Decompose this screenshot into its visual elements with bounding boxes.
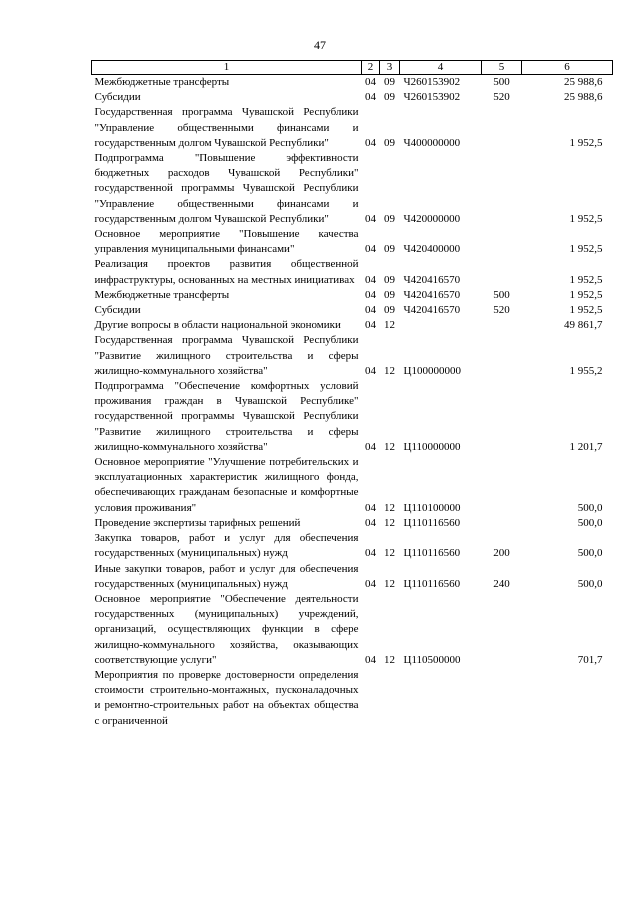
row-expense-type: 240 — [493, 577, 510, 590]
table-row — [92, 562, 613, 592]
row-name: Проведение экспертизы тарифных решений — [94, 516, 301, 529]
row-expense-type — [482, 257, 522, 287]
row-target-code: Ч420400000 — [403, 243, 461, 256]
row-expense-type — [482, 333, 522, 379]
row-section: 04 — [365, 91, 376, 104]
row-target-code — [400, 318, 482, 333]
row-target-code: Ч420416570 — [403, 288, 461, 301]
page-number: 47 — [314, 38, 326, 52]
row-amount: 500,0 — [577, 547, 603, 560]
header-cell: 4 — [400, 61, 482, 75]
row-subsection: 12 — [384, 319, 395, 332]
row-target-code: Ч260153902 — [403, 91, 461, 104]
row-target-code: Ч420416570 — [403, 304, 461, 317]
row-expense-type — [482, 227, 522, 257]
row-expense-type — [482, 516, 522, 531]
row-amount: 25 988,6 — [564, 91, 603, 104]
row-target-code: Ц110000000 — [403, 440, 461, 453]
row-expense-type: 500 — [493, 288, 510, 301]
row-amount: 1 952,5 — [569, 243, 603, 256]
row-section: 04 — [365, 319, 376, 332]
row-section: 04 — [365, 653, 376, 666]
table-row — [92, 668, 613, 729]
row-target-code: Ц100000000 — [403, 364, 461, 377]
row-subsection: 12 — [384, 501, 395, 514]
row-section: 04 — [365, 76, 376, 88]
row-amount: 1 955,2 — [569, 364, 603, 377]
row-amount: 701,7 — [577, 653, 603, 666]
row-section: 04 — [365, 212, 376, 225]
row-expense-type: 520 — [493, 304, 510, 317]
row-subsection: 12 — [384, 440, 395, 453]
row-amount — [522, 668, 613, 729]
table-row — [92, 257, 613, 287]
row-subsection: 09 — [384, 304, 395, 317]
row-expense-type — [482, 151, 522, 227]
row-section: 04 — [365, 577, 376, 590]
table-row — [92, 288, 613, 303]
row-section: 04 — [365, 501, 376, 514]
row-name: Межбюджетные трансферты — [94, 288, 230, 301]
row-subsection: 12 — [384, 653, 395, 666]
table-row — [92, 333, 613, 379]
row-name: Реализация проектов развития общественной инфраструктуры, основанных на местных инициативах — [94, 258, 359, 286]
row-subsection — [380, 668, 400, 729]
row-name: Иные закупки товаров, работ и услуг для обеспечения государственных (муниципальных) нужд — [94, 562, 359, 590]
row-name: Государственная программа Чувашской Республики "Управление общественными финансами и государственным долгом Чувашской Республики" — [94, 106, 359, 149]
row-amount: 1 201,7 — [569, 440, 603, 453]
header-cell: 1 — [92, 61, 362, 75]
row-name: Подпрограмма "Повышение эффективности бюджетных расходов Чувашской Республики" государственной программы Чувашской Республики "Управление общественными финансами и государственным долгом Чувашской Республики" — [94, 152, 359, 225]
row-subsection: 09 — [384, 243, 395, 256]
row-amount: 1 952,5 — [569, 288, 603, 301]
row-subsection: 12 — [384, 577, 395, 590]
row-target-code: Ч400000000 — [403, 136, 461, 149]
row-name: Субсидии — [94, 304, 141, 317]
row-amount: 1 952,5 — [569, 212, 603, 225]
row-target-code: Ц110116560 — [403, 547, 461, 560]
row-amount: 500,0 — [577, 577, 603, 590]
table-row — [92, 455, 613, 516]
row-target-code: Ч420000000 — [403, 212, 461, 225]
row-subsection: 09 — [384, 273, 395, 286]
row-name: Основное мероприятие "Улучшение потребительских и эксплуатационных характеристик жилищного фонда, обеспечивающих гражданам безопасные и комфортные условия проживания" — [94, 456, 359, 514]
table-row — [92, 105, 613, 151]
row-name: Основное мероприятие "Повышение качества управления муниципальными финансами" — [94, 228, 359, 256]
row-subsection: 09 — [384, 76, 395, 88]
row-target-code — [400, 668, 482, 729]
row-section: 04 — [365, 304, 376, 317]
table-row — [92, 303, 613, 318]
row-expense-type — [482, 668, 522, 729]
header-cell: 3 — [380, 61, 400, 75]
row-target-code: Ч260153902 — [403, 76, 461, 88]
row-section: 04 — [365, 136, 376, 149]
row-section: 04 — [365, 243, 376, 256]
row-expense-type — [482, 379, 522, 455]
table-row — [92, 227, 613, 257]
row-name: Мероприятия по проверке достоверности определения стоимости строительно-монтажных, пусконаладочных и ремонтно-строительных работ на объектах общества с ограниченной — [94, 668, 359, 727]
row-section: 04 — [365, 273, 376, 286]
row-subsection: 09 — [384, 288, 395, 301]
row-subsection: 09 — [384, 212, 395, 225]
row-subsection: 12 — [384, 516, 395, 529]
row-name: Государственная программа Чувашской Республики "Развитие жилищного строительства и сферы жилищно-коммунального хозяйства" — [94, 334, 359, 377]
row-expense-type: 200 — [493, 547, 510, 560]
row-section: 04 — [365, 288, 376, 301]
row-section: 04 — [365, 440, 376, 453]
row-target-code: Ц110500000 — [403, 653, 461, 666]
row-section: 04 — [365, 516, 376, 529]
row-amount: 1 952,5 — [569, 273, 603, 286]
row-amount: 500,0 — [577, 516, 603, 529]
row-section: 04 — [365, 547, 376, 560]
row-amount: 500,0 — [577, 501, 603, 514]
row-amount: 49 861,7 — [564, 319, 603, 332]
row-target-code: Ц110116560 — [403, 577, 461, 590]
row-name: Другие вопросы в области национальной экономики — [94, 319, 341, 332]
header-cell: 2 — [362, 61, 380, 75]
row-amount: 1 952,5 — [569, 304, 603, 317]
row-expense-type: 500 — [493, 76, 510, 88]
row-subsection: 09 — [384, 91, 395, 104]
table-row — [92, 516, 613, 531]
table-row — [92, 151, 613, 227]
row-name: Основное мероприятие "Обеспечение деятельности государственных (муниципальных) учреждений, организаций, осуществляющих функции в сфере жилищно-коммунального хозяйства, оказывающих соответствующие услуги" — [94, 592, 359, 666]
row-expense-type — [482, 592, 522, 668]
row-subsection: 09 — [384, 136, 395, 149]
row-subsection: 12 — [384, 547, 395, 560]
table-row — [92, 531, 613, 561]
row-name: Субсидии — [94, 91, 141, 104]
row-target-code: Ч420416570 — [403, 273, 461, 286]
header-cell: 6 — [522, 61, 613, 75]
table-row — [92, 318, 613, 333]
row-expense-type — [482, 318, 522, 333]
table-header-row — [92, 61, 613, 75]
budget-table — [91, 60, 613, 729]
row-target-code: Ц110116560 — [403, 516, 461, 529]
header-cell: 5 — [482, 61, 522, 75]
row-subsection: 12 — [384, 364, 395, 377]
row-section: 04 — [365, 364, 376, 377]
row-target-code: Ц110100000 — [403, 501, 461, 514]
row-expense-type: 520 — [493, 91, 510, 104]
row-expense-type — [482, 455, 522, 516]
table-row — [92, 75, 613, 91]
row-name: Подпрограмма "Обеспечение комфортных условий проживания граждан в Чувашской Республике" государственной программы Чувашской Республики "Развитие жилищного строительства и сферы жилищно-коммунального хозяйства" — [94, 380, 359, 453]
row-name: Закупка товаров, работ и услуг для обеспечения государственных (муниципальных) нужд — [94, 532, 359, 560]
row-section — [362, 668, 380, 729]
row-amount: 1 952,5 — [569, 136, 603, 149]
row-name: Межбюджетные трансферты — [94, 76, 230, 88]
table-row — [92, 90, 613, 105]
row-expense-type — [482, 105, 522, 151]
table-row — [92, 592, 613, 668]
row-amount: 25 988,6 — [564, 76, 603, 88]
table-row — [92, 379, 613, 455]
